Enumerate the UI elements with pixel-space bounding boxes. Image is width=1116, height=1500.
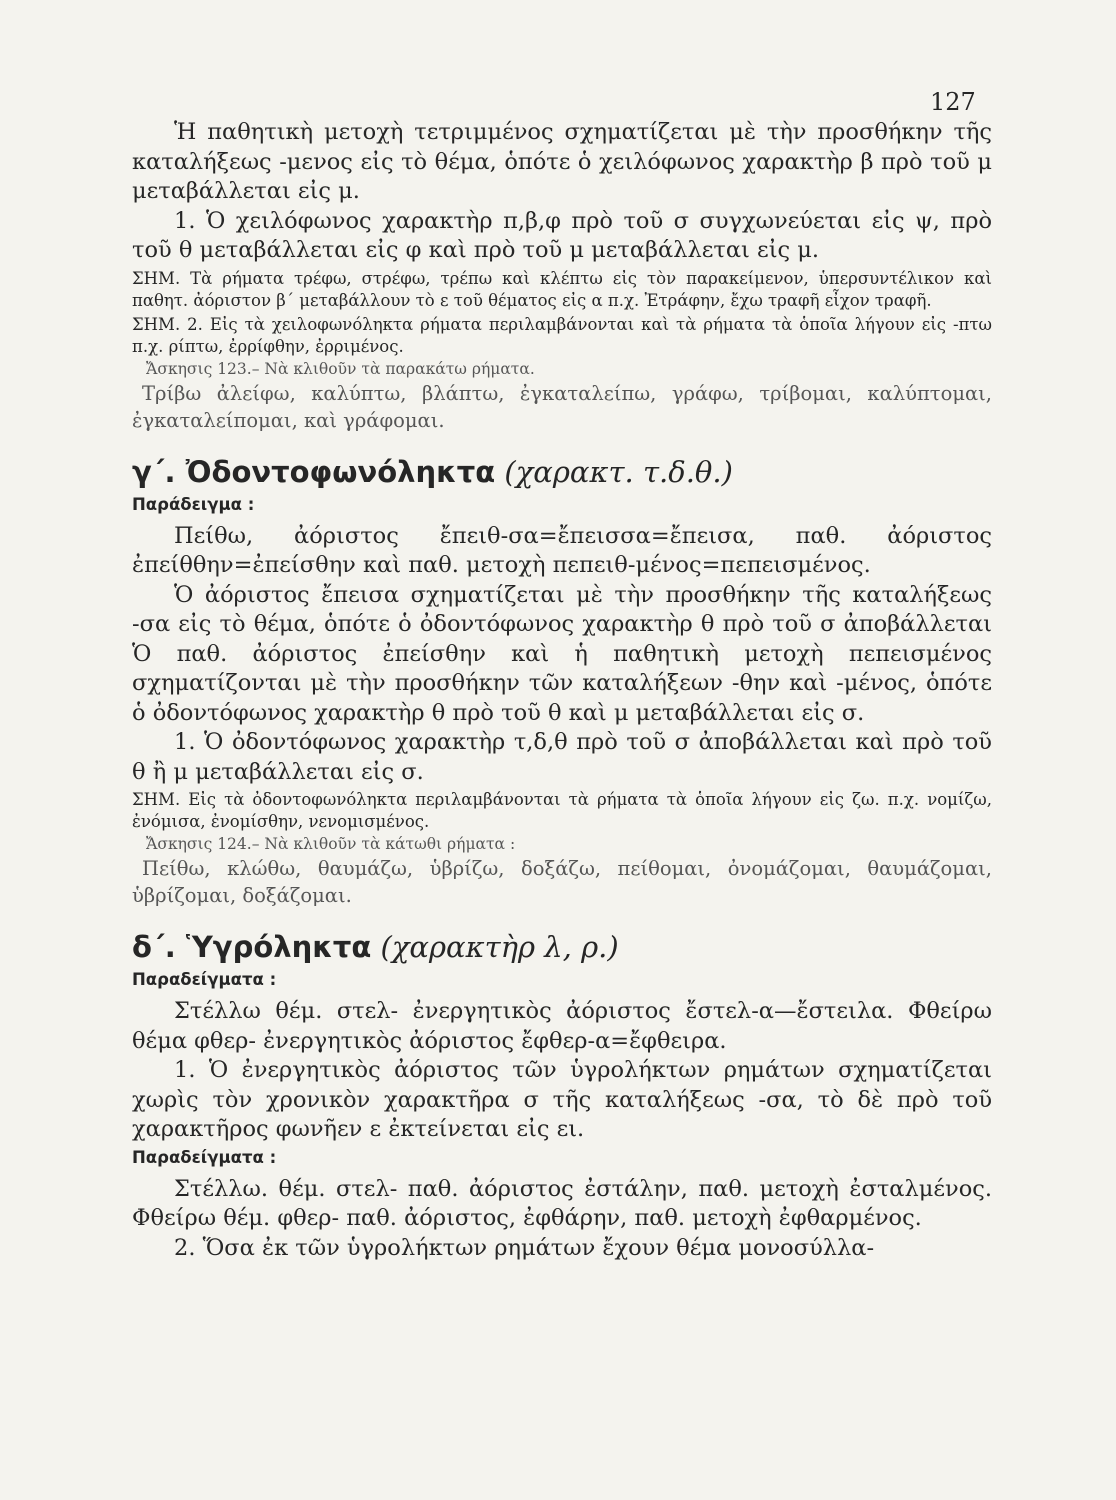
section-heading <box>132 927 992 967</box>
section-heading-title: γ΄. Ὀδοντοφωνόληκτα <box>132 454 496 489</box>
note: ΣΗΜ. 2. Εἰς τὰ χειλοφωνόληκτα ρήματα περιλαμβάνονται καὶ τὰ ρήματα τὰ ὁποῖα λήγουν εἰς -πτω π.χ. ρίπτω, ἐρρίφθην, ἐρριμένος. <box>132 314 992 356</box>
note: ΣΗΜ. Τὰ ρήματα τρέφω, στρέφω, τρέπω καὶ κλέπτω εἰς τὸν παρακείμενον, ὑπερσυντέλικον καὶ παθητ. ἀόριστον β΄ μεταβάλλουν τὸ ε τοῦ θέματος εἰς α π.χ. Ἐτράφην, ἔχω τραφῆ εἶχον τραφῆ. <box>132 268 992 310</box>
rule-paragraph: 2. Ὅσα ἐκ τῶν ὑγρολήκτων ρημάτων ἔχουν θέμα μονοσύλλα- <box>174 1234 875 1261</box>
section-heading-subtitle: (χαρακτ. τ.δ.θ.) <box>504 454 733 489</box>
paragraph: Πείθω, ἀόριστος ἔπειθ-σα=ἔπεισσα=ἔπεισα, παθ. ἀόριστος ἐπείθθην=ἐπείσθην καὶ παθ. μετοχὴ πεπειθ-μένος=πεπεισμένος. <box>132 522 992 578</box>
section-heading <box>132 452 992 492</box>
paragraph: Ἡ παθητικὴ μετοχὴ τετριμμένος σχηματίζεται μὲ τὴν προσθήκην τῆς καταλήξεως -μενος εἰς τὸ θέμα, ὁπότε ὁ χειλόφωνος χαρακτὴρ β πρὸ τοῦ μ μεταβάλλεται εἰς μ. <box>132 119 992 204</box>
page-number: 127 <box>930 88 976 116</box>
paragraph: Ὁ ἀόριστος ἔπεισα σχηματίζεται μὲ τὴν προσθήκην τῆς καταλήξεως -σα εἰς τὸ θέμα, ὁπότε ὁ ὀδοντόφωνος χαρακτὴρ θ πρὸ τοῦ σ ἀποβάλλεται Ὁ παθ. ἀόριστος ἐπείσθην καὶ ἡ παθητικὴ μετοχὴ πεπεισμένος σχηματίζονται μὲ τὴν προσθήκην τῶν καταλήξεων -θην καὶ -μένος, ὁπότε ὁ ὀδοντόφωνος χαρακτὴρ θ πρὸ τοῦ θ καὶ μ μεταβάλλεται εἰς σ. <box>132 581 992 726</box>
exercise-title: Ἄσκησις 123.– Νὰ κλιθοῦν τὰ παρακάτω ρήματα. <box>146 359 535 378</box>
note: ΣΗΜ. Εἰς τὰ ὀδοντοφωνόληκτα περιλαμβάνονται τὰ ρήματα τὰ ὁποῖα λήγουν εἰς ζω. π.χ. νομίζω, ἐνόμισα, ἐνομίσθην, νενομισμένος. <box>132 790 992 831</box>
paragraph: Στέλλω. θέμ. στελ- παθ. ἀόριστος ἐστάλην, παθ. μετοχὴ ἐσταλμένος. Φθείρω θέμ. φθερ- παθ. ἀόριστος, ἐφθάρην, παθ. μετοχὴ ἐφθαρμένος. <box>132 1175 992 1231</box>
section-heading-title: δ΄. Ὑγρόληκτα <box>132 930 372 964</box>
example-label: Παραδείγματα : <box>132 970 277 989</box>
exercise-title: Ἄσκησις 124.– Νὰ κλιθοῦν τὰ κάτωθι ρήματα : <box>146 835 516 853</box>
rule-paragraph: 1. Ὁ ὀδοντόφωνος χαρακτὴρ τ,δ,θ πρὸ τοῦ σ ἀποβάλλεται καὶ πρὸ τοῦ θ ἢ μ μεταβάλλεται εἰς σ. <box>132 729 992 785</box>
example-label: Παραδείγματα : <box>132 1147 277 1167</box>
paragraph: Στέλλω θέμ. στελ- ἐνεργητικὸς ἀόριστος ἔστελ-α—ἔστειλα. Φθείρω θέμα φθερ- ἐνεργητικὸς ἀόριστος ἔφθερ-α=ἔφθειρα. <box>132 998 992 1054</box>
exercise-text: Πείθω, κλώθω, θαυμάζω, ὑβρίζω, δοξάζω, πείθομαι, ὀνομάζομαι, θαυμάζομαι, ὑβρίζομαι, δοξάζομαι. <box>132 857 992 907</box>
exercise-text: Τρίβω ἀλείφω, καλύπτω, βλάπτω, ἐγκαταλείπω, γράφω, τρίβομαι, καλύπτομαι, ἐγκαταλείπομαι, καὶ γράφομαι. <box>132 381 992 432</box>
example-label: Παράδειγμα : <box>132 494 255 514</box>
rule-paragraph: 1. Ὁ ἐνεργητικὸς ἀόριστος τῶν ὑγρολήκτων ρημάτων σχηματίζεται χωρὶς τὸν χρονικὸν χαρακτῆρα σ τῆς καταλήξεως -σα, τὸ δὲ πρὸ τοῦ χαρακτῆρος φωνῆεν ε ἐκτείνεται εἰς ει. <box>132 1057 992 1142</box>
page-body <box>132 118 992 1263</box>
rule-paragraph: 1. Ὁ χειλόφωνος χαρακτὴρ π,β,φ πρὸ τοῦ σ συγχωνεύεται εἰς ψ, πρὸ τοῦ θ μεταβάλλεται εἰς φ καὶ πρὸ τοῦ μ μεταβάλλεται εἰς μ. <box>132 207 992 263</box>
section-heading-subtitle: (χαρακτὴρ λ, ρ.) <box>380 930 619 964</box>
